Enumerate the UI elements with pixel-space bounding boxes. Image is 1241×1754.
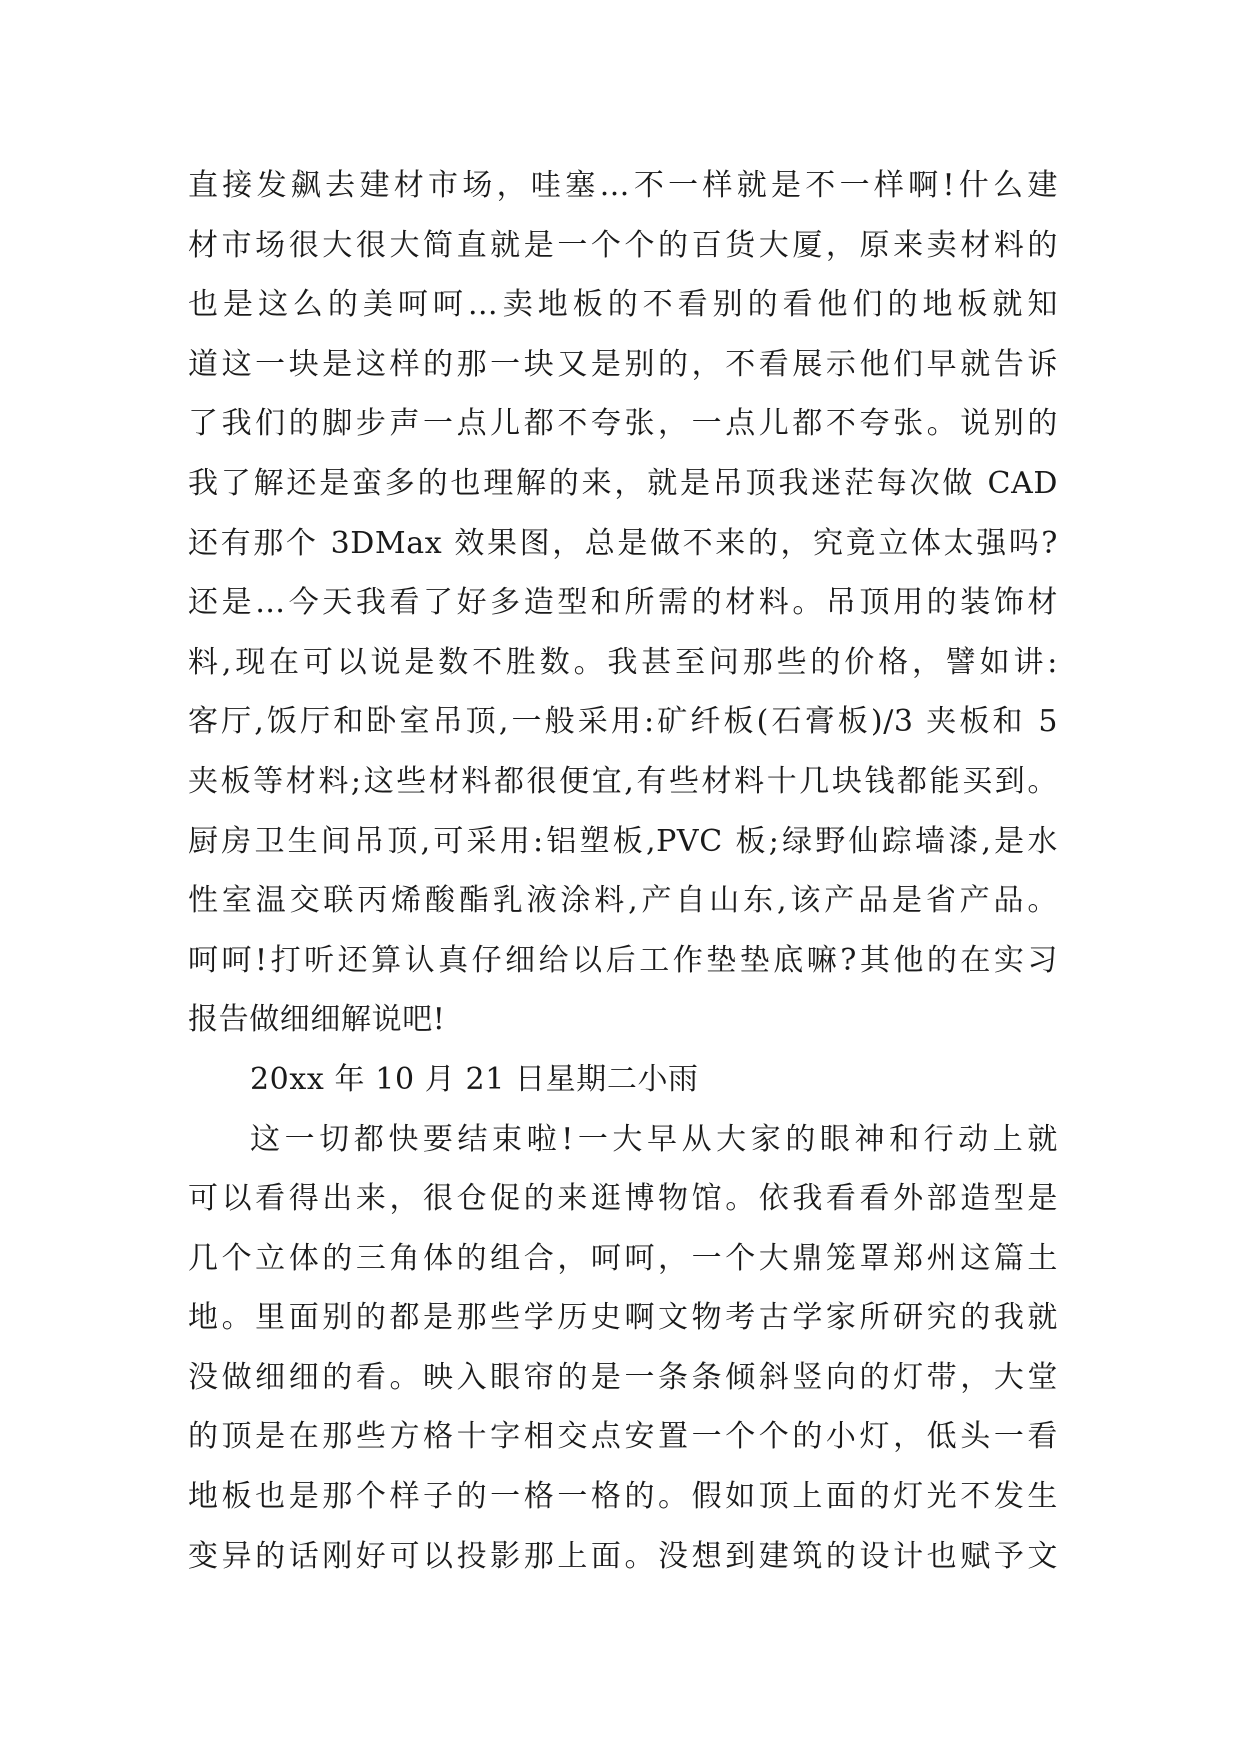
text-line: 还是…今天我看了好多造型和所需的材料。吊顶用的装饰材 (188, 585, 1058, 621)
text-line: 材市场很大很大简直就是一个个的百货大厦，原来卖材料的 (188, 227, 1058, 263)
text-line: 地板也是那个样子的一格一格的。假如顶上面的灯光不发生 (188, 1479, 1058, 1515)
text-line: 也是这么的美呵呵…卖地板的不看别的看他们的地板就知 (188, 287, 1058, 323)
text-line: 客厅,饭厅和卧室吊顶,一般采用:矿纤板(石膏板)/3 夹板和 5 (188, 704, 1058, 740)
text-line: 还有那个 3DMax 效果图，总是做不来的，究竟立体太强吗? (188, 525, 1058, 561)
text-line: 这一切都快要结束啦!一大早从大家的眼神和行动上就 (250, 1121, 1058, 1157)
text-line: 直接发飙去建材市场，哇塞…不一样就是不一样啊!什么建 (188, 168, 1058, 203)
text-line: 变异的话刚好可以投影那上面。没想到建筑的设计也赋予文 (188, 1538, 1058, 1574)
text-line: 没做细细的看。映入眼帘的是一条条倾斜竖向的灯带，大堂 (188, 1359, 1058, 1395)
text-line: 我了解还是蛮多的也理解的来，就是吊顶我迷茫每次做 CAD (188, 465, 1058, 501)
text-line: 报告做细细解说吧! (188, 1002, 446, 1038)
document-page (188, 156, 1058, 1586)
text-line: 几个立体的三角体的组合，呵呵，一个大鼎笼罩郑州这篇土 (188, 1240, 1058, 1276)
text-line: 的顶是在那些方格十字相交点安置一个个的小灯，低头一看 (188, 1419, 1058, 1455)
text-line: 可以看得出来，很仓促的来逛博物馆。依我看看外部造型是 (188, 1181, 1058, 1217)
text-line: 了我们的脚步声一点儿都不夸张，一点儿都不夸张。说别的 (188, 406, 1058, 442)
paragraph-museum-visit (188, 1110, 1058, 1587)
text-line: 性室温交联丙烯酸酯乳液涂料,产自山东,该产品是省产品。 (188, 883, 1058, 919)
text-line: 料,现在可以说是数不胜数。我甚至问那些的价格，譬如讲: (188, 644, 1058, 680)
text-line: 呵呵!打听还算认真仔细给以后工作垫垫底嘛?其他的在实习 (188, 942, 1058, 978)
paragraph-building-market (188, 156, 1058, 1050)
text-line: 厨房卫生间吊顶,可采用:铝塑板,PVC 板;绿野仙踪墙漆,是水 (188, 823, 1058, 859)
text-line: 夹板等材料;这些材料都很便宜,有些材料十几块钱都能买到。 (188, 763, 1058, 799)
text-line: 地。里面别的都是那些学历史啊文物考古学家所研究的我就 (188, 1300, 1058, 1336)
date-heading: 20xx 年 10 月 21 日星期二小雨 (250, 1061, 699, 1097)
text-line: 道这一块是这样的那一块又是别的，不看展示他们早就告诉 (188, 346, 1058, 382)
